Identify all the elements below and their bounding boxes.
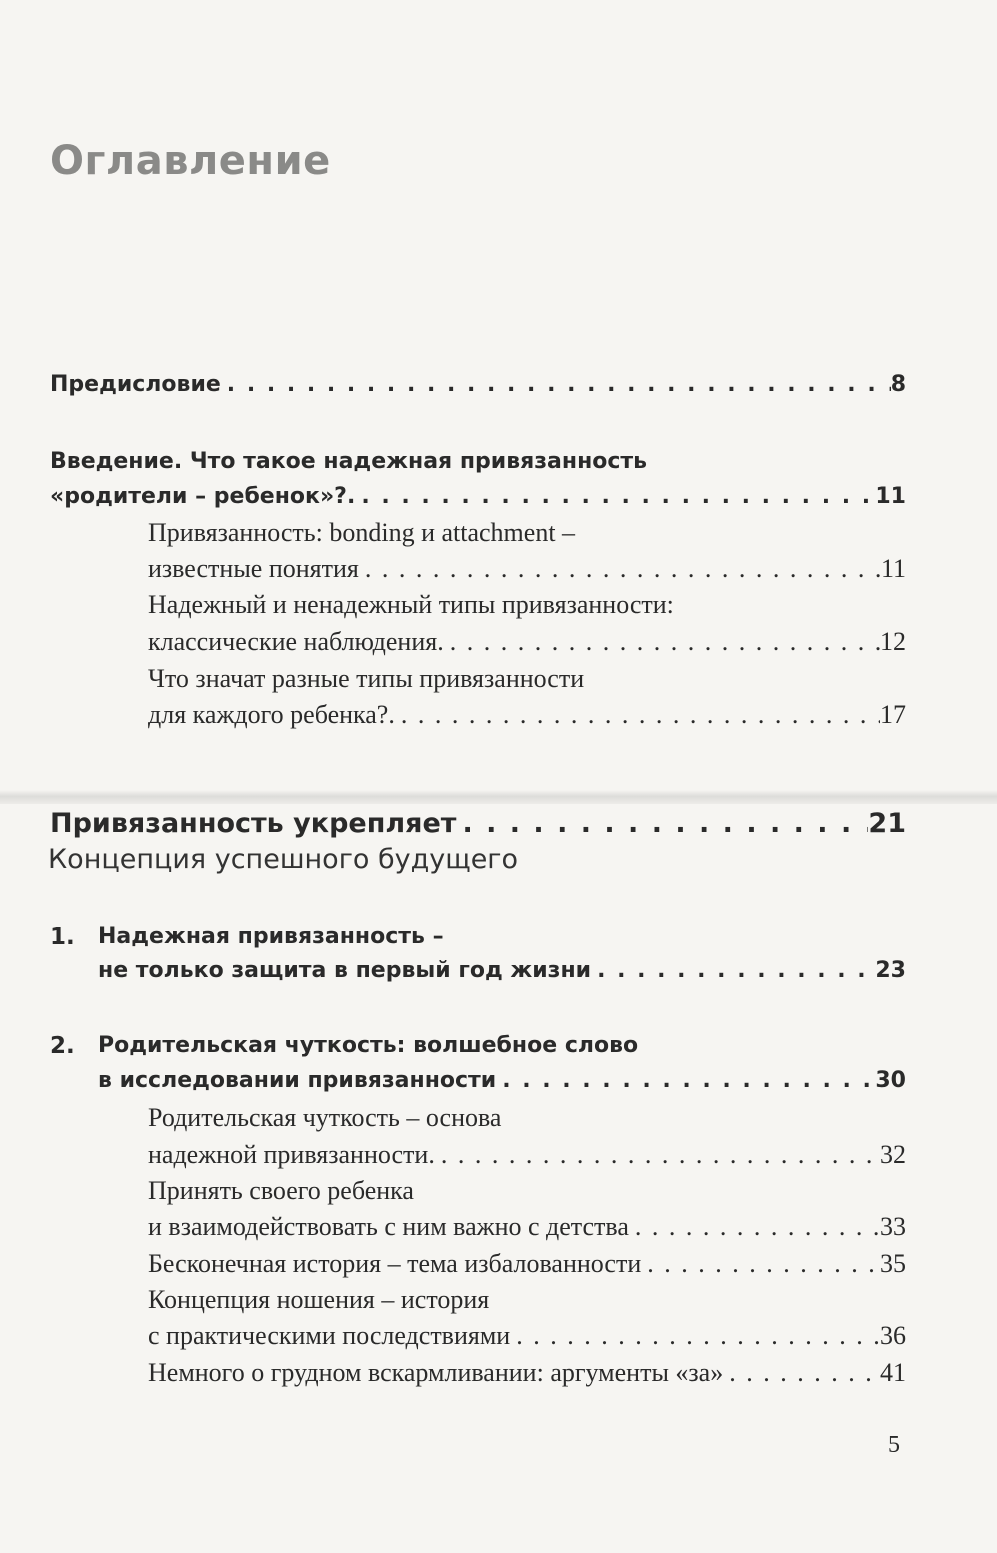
toc-subentry-line1[interactable]: Концепция ношения – история xyxy=(148,1285,490,1314)
dot-leader xyxy=(591,958,875,983)
toc-subentry[interactable] xyxy=(148,1358,906,1388)
toc-entry-text: Немного о грудном вскармливании: аргументы «за» xyxy=(148,1358,724,1387)
toc-entry-text: «родители – ребенок»?. xyxy=(50,484,356,509)
toc-chapter-line1[interactable]: Надежная привязанность – xyxy=(98,924,444,949)
toc-subentry[interactable] xyxy=(148,627,906,657)
dot-leader xyxy=(723,1358,880,1388)
toc-subentry[interactable] xyxy=(148,700,906,730)
page-fold-shadow xyxy=(0,790,997,804)
toc-page-number: 21 xyxy=(868,808,906,839)
toc-entry-text: Бесконечная история – тема избалованности xyxy=(148,1249,642,1278)
dot-leader xyxy=(510,1321,880,1351)
toc-page-number: 17 xyxy=(880,700,906,729)
part-subtitle: Концепция успешного будущего xyxy=(48,844,519,875)
toc-subentry[interactable] xyxy=(148,1212,906,1242)
dot-leader xyxy=(629,1212,880,1242)
toc-entry-preface[interactable] xyxy=(50,372,906,397)
toc-entry-text: с практическими последствиями xyxy=(148,1321,511,1350)
dot-leader xyxy=(355,484,875,509)
toc-page-number: 23 xyxy=(875,958,906,983)
toc-entry-text: Предисловие xyxy=(50,372,221,397)
toc-page-number: 11 xyxy=(880,554,906,583)
toc-entry-text: классические наблюдения. xyxy=(148,627,444,656)
dot-leader xyxy=(359,554,881,584)
toc-entry-text: известные понятия xyxy=(148,554,359,583)
dot-leader xyxy=(456,808,868,839)
toc-subentry[interactable] xyxy=(148,1249,906,1279)
toc-page-number: 12 xyxy=(880,627,906,656)
part-title: Привязанность укрепляет xyxy=(50,808,457,839)
toc-part-heading[interactable] xyxy=(50,808,906,839)
toc-entry-text: в исследовании привязанности xyxy=(98,1068,497,1093)
toc-subentry[interactable] xyxy=(148,1140,906,1170)
toc-subentry[interactable] xyxy=(148,1321,906,1351)
toc-chapter[interactable] xyxy=(98,1068,906,1093)
toc-page-number: 41 xyxy=(880,1358,906,1387)
toc-page-number: 32 xyxy=(880,1140,906,1169)
toc-page-number: 8 xyxy=(890,372,906,397)
toc-chapter[interactable] xyxy=(98,958,906,983)
toc-entry-text: для каждого ребенка?. xyxy=(148,700,395,729)
toc-page-number: 36 xyxy=(880,1321,906,1350)
dot-leader xyxy=(435,1140,880,1170)
toc-page-number: 35 xyxy=(880,1249,906,1278)
toc-subentry-line1[interactable]: Привязанность: bonding и attachment – xyxy=(148,518,576,547)
toc-subentry-line1[interactable]: Надежный и ненадежный типы привязанности: xyxy=(148,590,674,619)
toc-subentry-line1[interactable]: Принять своего ребенка xyxy=(148,1176,414,1205)
page-title: Оглавление xyxy=(50,138,331,184)
toc-entry-text: и взаимодействовать с ним важно с детства xyxy=(148,1212,629,1241)
dot-leader xyxy=(444,627,880,657)
toc-entry-text: надежной привязанности. xyxy=(148,1140,435,1169)
dot-leader xyxy=(641,1249,880,1279)
toc-subentry[interactable] xyxy=(148,554,906,584)
dot-leader xyxy=(496,1068,875,1093)
dot-leader xyxy=(395,700,880,730)
toc-subentry-line1[interactable]: Родительская чуткость – основа xyxy=(148,1103,502,1132)
toc-entry-intro[interactable] xyxy=(50,484,906,509)
dot-leader xyxy=(221,372,891,397)
toc-entry-intro-line1[interactable]: Введение. Что такое надежная привязанность xyxy=(50,449,648,474)
chapter-number: 2. xyxy=(50,1033,75,1059)
chapter-number: 1. xyxy=(50,924,75,950)
toc-page-number: 11 xyxy=(875,484,906,509)
toc-chapter-line1[interactable]: Родительская чуткость: волшебное слово xyxy=(98,1033,639,1058)
toc-subentry-line1[interactable]: Что значат разные типы привязанности xyxy=(148,664,585,693)
toc-entry-text: не только защита в первый год жизни xyxy=(98,958,592,983)
page-number: 5 xyxy=(888,1432,900,1458)
toc-page-number: 33 xyxy=(880,1212,906,1241)
toc-page-number: 30 xyxy=(875,1068,906,1093)
